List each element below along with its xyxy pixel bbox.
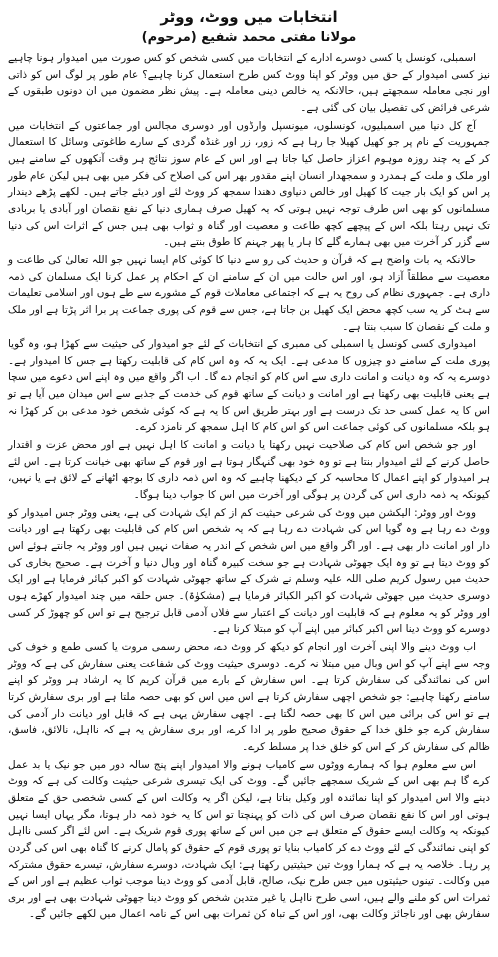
article-paragraph: اور جو شخص اس کام کی صلاحیت نہیں رکھتا یا دیانت و امانت کا اہل نہیں ہے اور محض عزت و اقتدار حاصل کرنے کے لئے امیدوار بنتا ہے تو وہ خود بھی گنہگار ہوتا ہے اور قوم کے ساتھ بھی خیانت کرتا ہے۔ اس لئے ہر امیدوار کو اپنے اعمال کا محاسبہ کر کے دیکھنا چاہیے کہ وہ اس ذمہ داری کا بوجھ اٹھانے کے لائق ہے یا نہیں، کیونکہ یہ ذمہ داری اس کی گردن پر ہوگی اور آخرت میں اس کا جواب دینا ہوگا۔ bbox=[8, 439, 490, 502]
article-paragraph: امیدواری کسی کونسل یا اسمبلی کی ممبری کے انتخابات کے لئے جو امیدوار کی حیثیت سے کھڑا ہو، وہ گویا پوری ملت کے سامنے دو چیزوں کا مدعی ہے۔ ایک یہ کہ وہ اس کام کی قابلیت رکھتا ہے جس کا امیدوار ہے۔ دوسرے یہ کہ وہ دیانت و امانت داری سے اس کام کو انجام دے گا۔ اب اگر واقع میں وہ اپنے اس دعوے میں سچا ہے یعنی قابلیت بھی رکھتا ہے اور امانت و دیانت کے ساتھ قوم کی خدمت کے جذبے سے اس میدان میں آیا ہے تو اس کا یہ عمل کسی حد تک درست ہے اور بہتر طریق اس کا یہ ہے کہ کوئی شخص خود مدعی بن کر کھڑا نہ ہو بلکہ مسلمانوں کی کوئی جماعت اس کو اس کام کا اہل سمجھ کر نامزد کرے۔ bbox=[8, 338, 490, 434]
article-paragraph: اس سے معلوم ہوا کہ ہمارے ووٹوں سے کامیاب ہونے والا امیدوار اپنے پنج سالہ دور میں جو نیک یا بد عمل کرے گا ہم بھی اس کے شریک سمجھے جائیں گے۔ ووٹ کی ایک تیسری شرعی حیثیت وکالت کی ہے کہ ووٹ دینے والا اس امیدوار کو اپنا نمائندہ اور وکیل بناتا ہے، لیکن اگر یہ وکالت اس کے کسی شخصی حق کے متعلق ہوتی اور اس کا نفع نقصان صرف اس کی ذات کو پہنچتا تو اس کا یہ خود ذمہ دار ہوتا، مگر یہاں ایسا نہیں کیونکہ یہ وکالت ایسے حقوق کے متعلق ہے جن میں اس کے ساتھ پوری قوم شریک ہے۔ اس لئے اگر کسی نااہل کو اپنی نمائندگی کے لئے ووٹ دے کر کامیاب بنایا تو پوری قوم کے حقوق کو پامال کرنے کا گناہ بھی اس کی گردن پر رہا۔ خلاصہ یہ ہے کہ ہمارا ووٹ تین حیثیتیں رکھتا ہے: ایک شہادت، دوسرے سفارش، تیسرے حقوق مشترکہ میں وکالت۔ تینوں حیثیتوں میں جس طرح نیک، صالح، قابل آدمی کو ووٹ دینا موجب ثواب عظیم ہے اور اس کے ثمرات اس کو ملنے والے ہیں، اسی طرح نااہل یا غیر متدین شخص کو ووٹ دینا جھوٹی شہادت بھی ہے اور بری سفارش بھی اور ناجائز وکالت بھی، اور اس کے تباہ کن ثمرات بھی اس کے نامہ اعمال میں لکھے جائیں گے۔ bbox=[8, 758, 490, 921]
article-title: انتخابات میں ووٹ، ووٹر bbox=[160, 8, 338, 26]
article-paragraph: ووٹ اور ووٹر: الیکشن میں ووٹ کی شرعی حیثیت کم از کم ایک شہادت کی ہے، یعنی ووٹر جس امیدوار کو ووٹ دے رہا ہے وہ گویا اس کی شہادت دے رہا ہے کہ یہ شخص اس کام کی قابلیت بھی رکھتا ہے اور دیانت دار اور امانت دار بھی ہے۔ اور اگر واقع میں اس شخص کے اندر یہ صفات نہیں ہیں اور ووٹر یہ جانتے ہوئے اس کو ووٹ دیتا ہے تو وہ ایک جھوٹی شہادت ہے جو سخت کبیرہ گناہ اور وبال دنیا و آخرت ہے۔ صحیح بخاری کی حدیث میں رسول کریم صلی اللہ علیہ وسلم نے شرک کے ساتھ جھوٹی شہادت کو اکبر کبائر فرمایا ہے اور ایک دوسری حدیث میں جھوٹی شہادت کو اکبر الکبائر فرمایا ہے (مشکوٰۃ)۔ جس حلقہ میں چند امیدوار کھڑے ہوں اور ووٹر کو یہ معلوم ہے کہ قابلیت اور دیانت کے اعتبار سے فلاں آدمی قابل ترجیح ہے تو اس کو چھوڑ کر کسی دوسرے کو ووٹ دینا اس اکبر کبائر میں اپنے آپ کو مبتلا کرنا ہے۔ bbox=[8, 506, 490, 636]
article-body bbox=[8, 50, 490, 923]
article-paragraph: آج کل دنیا میں اسمبلیوں، کونسلوں، میونسپل وارڈوں اور دوسری مجالس اور جماعتوں کے انتخابات میں جمہوریت کے نام پر جو کھیل کھیلا جا رہا ہے کہ زور، زر اور غنڈہ گردی کے سارے طاغوتی وسائل کا استعمال کر کے یہ چند روزہ موہوم اعزاز حاصل کیا جاتا ہے اور اس کے عام سوز نتائج ہر وقت آنکھوں کے سامنے ہیں اور ملک و ملت کے ہمدرد و سمجھدار انسان اپنے مقدور بھر اس کی اصلاح کی فکر میں بھی ہیں لیکن عام طور پر اس کو ایک بار جیت کا کھیل اور خالص دنیاوی دھندا سمجھ کر ووٹ لئے اور دیئے جاتے ہیں۔ لکھے پڑھے دیندار مسلمانوں کو بھی اس طرف توجہ نہیں ہوتی کہ یہ کھیل صرف ہماری دنیا کے نفع نقصان اور آبادی یا بربادی تک نہیں رہتا بلکہ اس کے پیچھے کچھ طاعت و معصیت اور گناہ و ثواب بھی ہیں جس کے اثرات اس کی دنیا سے گزر کر آخرت میں بھی ہمارے گلے کا ہار یا پھر جہنم کا طوق بنتے ہیں۔ bbox=[7, 119, 490, 249]
article-author: مولانا مفتی محمد شفیع (مرحوم) bbox=[141, 30, 357, 45]
article-paragraph: حالانکہ یہ بات واضح ہے کہ قرآن و حدیث کی رو سے دنیا کا کوئی کام ایسا نہیں جو اللہ تعالیٰ کی طاعت و معصیت سے مطلقاً آزاد ہو، اور اس حالت میں ان کے سامنے ان کے احکام پر عمل کرنا ایک مسلمان کی ذمہ داری ہے۔ جمہوری نظام کی روح یہ ہے کہ اجتماعی معاملات قوم کے مشورے سے طے ہوں اور اسلامی تعلیمات سے ہٹ کر یہ سب کچھ محض ایک کھیل بن جاتا ہے، جس سے قوم کی پوری جماعت پر برا اثر پڑتا ہے اور ملک و ملت کے نقصان کا سبب بنتا ہے۔ bbox=[8, 253, 490, 333]
article-paragraph: اسمبلی، کونسل یا کسی دوسرے ادارے کے انتخابات میں کسی شخص کو کس صورت میں امیدوار ہونا چاہیے نیز کسی امیدوار کے حق میں ووٹر کو اپنا ووٹ کس طرح استعمال کرنا چاہیے؟ عام طور پر لوگ اس کو ذاتی اور نجی معاملہ سمجھتے ہیں، حالانکہ یہ خالص دینی معاملہ ہے۔ پیش نظر مضمون میں ان دونوں طبقوں کے شرعی فرائض کی تفصیل بیان کی گئی ہے۔ bbox=[8, 52, 490, 114]
article-paragraph: اب ووٹ دینے والا اپنی آخرت اور انجام کو دیکھ کر ووٹ دے، محض رسمی مروت یا کسی طمع و خوف کی وجہ سے اپنے آپ کو اس وبال میں مبتلا نہ کرے۔ دوسری حیثیت ووٹ کی شفاعت یعنی سفارش کی ہے کہ ووٹر اس کی نمائندگی کی سفارش کرتا ہے۔ اس سفارش کے بارے میں قرآن کریم کا یہ ارشاد ہر ووٹر کو اپنے سامنے رکھنا چاہیے: جو شخص اچھی سفارش کرتا ہے اس میں اس کو بھی حصہ ملتا ہے اور بری سفارش کرتا ہے تو اس کی برائی میں اس کا بھی حصہ لگتا ہے۔ اچھی سفارش یہی ہے کہ قابل اور دیانت دار آدمی کی سفارش کرے جو خلق خدا کے حقوق صحیح طور پر ادا کرے، اور بری سفارش یہ ہے کہ نااہل، نالائق، فاسق، ظالم کی سفارش کر کے اس کو خلق خدا پر مسلط کرے۔ bbox=[8, 640, 490, 753]
